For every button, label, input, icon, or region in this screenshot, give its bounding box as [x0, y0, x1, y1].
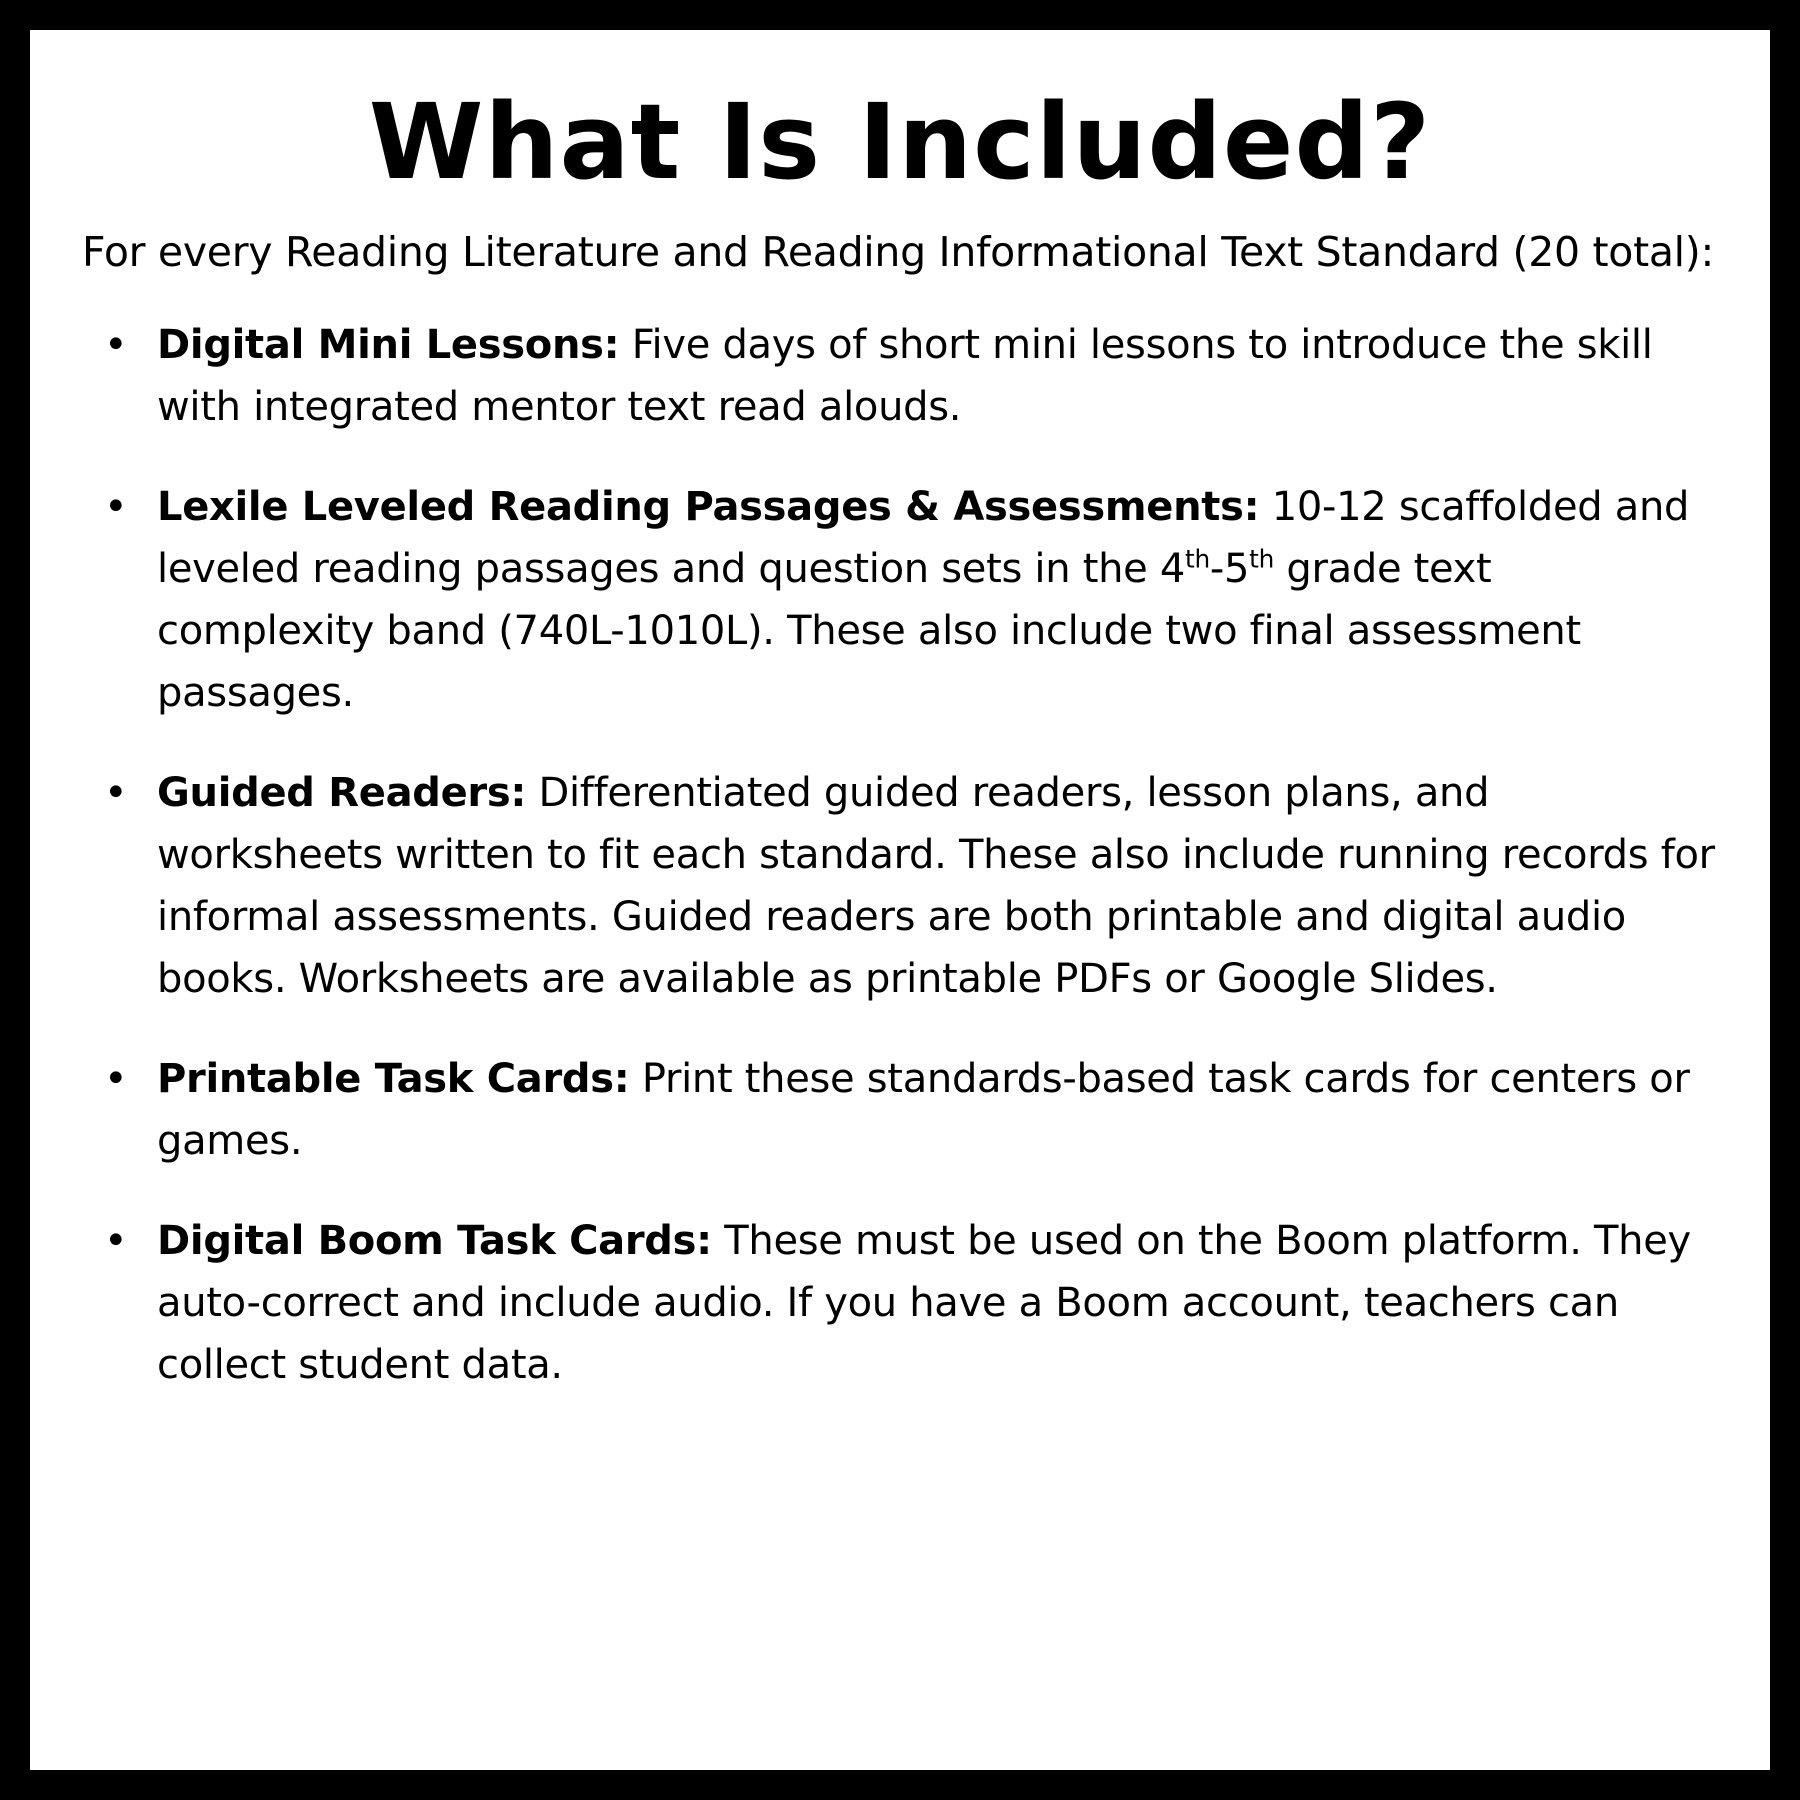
ordinal-suffix-fifth: th: [1249, 544, 1274, 574]
bullet-icon: •: [104, 321, 128, 368]
list-item-lead: Printable Task Cards:: [157, 1055, 630, 1102]
list-item-body: Differentiated guided readers, lesson plans, and worksheets written to fit each standard. These also include running records for informal assessments. Guided readers are both printable and digital audio books. Worksheets are available as printable PDFs or Google Slides.: [157, 769, 1715, 1002]
bullet-icon: •: [104, 483, 128, 530]
list-item-body-part3: grade text complexity band (740L-1010L). These also include two final assessment passages.: [157, 545, 1581, 716]
list-item: [82, 1048, 1718, 1172]
intro-paragraph: For every Reading Literature and Reading Informational Text Standard (20 total):: [82, 228, 1714, 277]
list-item-body: Print these standards-based task cards for centers or games.: [157, 1055, 1690, 1164]
included-items-list: [82, 314, 1718, 1396]
list-item: [82, 476, 1718, 724]
list-item-lead: Lexile Leveled Reading Passages & Assessments:: [157, 483, 1260, 530]
bullet-icon: •: [104, 769, 128, 816]
list-item-body: These must be used on the Boom platform. They auto-correct and include audio. If you have a Boom account, teachers can collect student data.: [157, 1217, 1691, 1388]
list-item-body-part1: 10-12 scaffolded and leveled reading passages and question sets in the 4: [157, 483, 1690, 592]
list-item-body-part2: -5: [1209, 545, 1250, 592]
list-item-lead: Guided Readers:: [157, 769, 527, 816]
ordinal-suffix-fourth: th: [1185, 544, 1210, 574]
list-item-lead: Digital Mini Lessons:: [157, 321, 620, 368]
bullet-icon: •: [104, 1055, 128, 1102]
list-item: [82, 1210, 1718, 1396]
slide-page: [30, 30, 1770, 1770]
list-item-body: Five days of short mini lessons to introduce the skill with integrated mentor text read alouds.: [157, 321, 1653, 430]
list-item-lead: Digital Boom Task Cards:: [157, 1217, 712, 1264]
bullet-icon: •: [104, 1217, 128, 1264]
list-item: [82, 762, 1718, 1010]
page-title: What Is Included?: [368, 81, 1432, 203]
list-item: [82, 314, 1718, 438]
